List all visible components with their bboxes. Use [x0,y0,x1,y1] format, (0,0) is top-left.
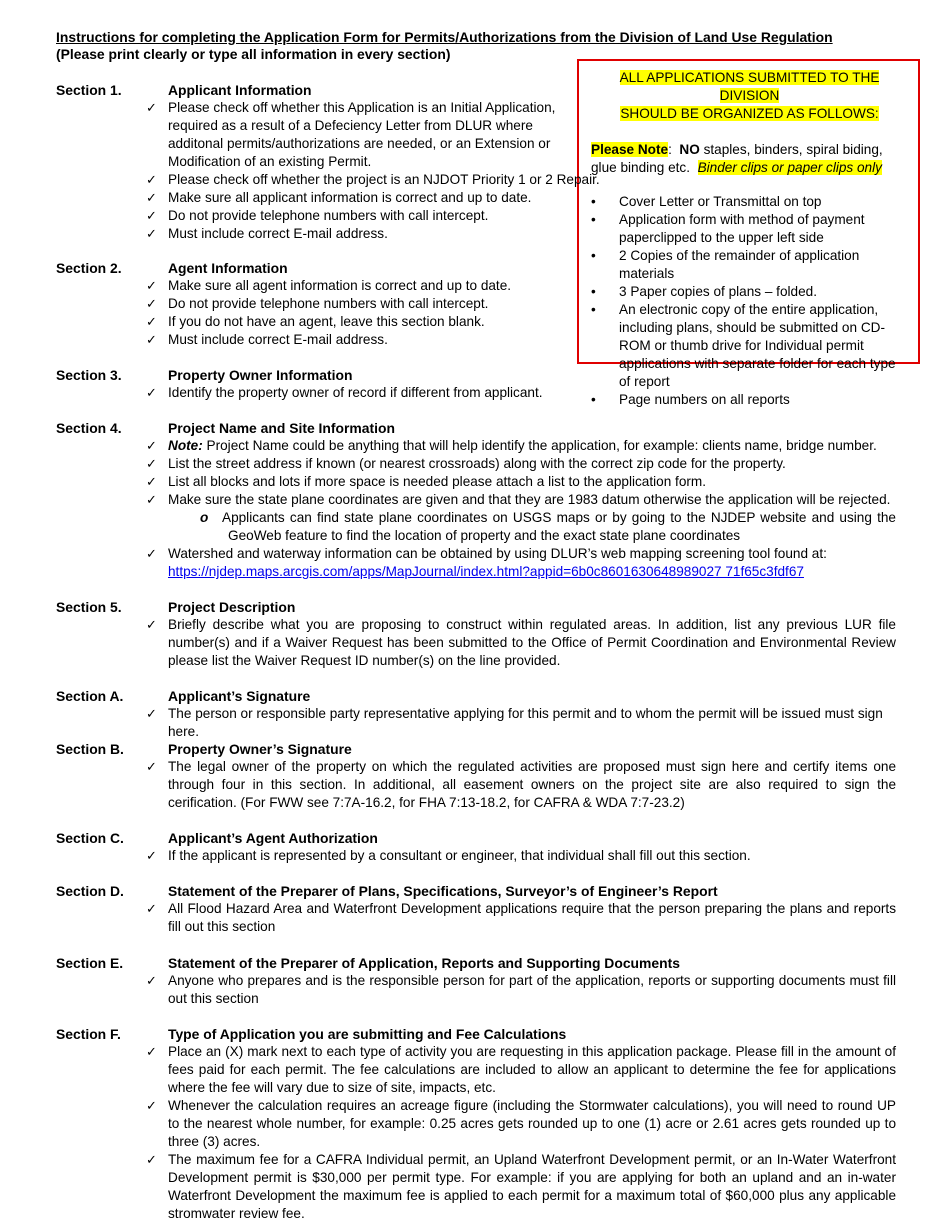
check-item: ✓ Make sure all applicant information is correct and up to date. [146,190,532,205]
check-item: ✓ Please check off whether this Application is an Initial Application, [146,100,556,115]
check-item: ✓ The person or responsible party representative applying for this permit and to whom the permit will be issued must sign here. [146,706,883,739]
check-item: ✓ Anyone who prepares and is the responsible person for part of the application, reports or supporting documents must fill out this section [146,973,896,1006]
box-heading-line-2: SHOULD BE ORGANIZED AS FOLLOWS: [620,106,879,121]
section-heading: Applicant Information [168,82,312,98]
check-icon: ✓ [146,1044,157,1059]
section-2 [56,259,576,349]
note-label: Please Note [591,142,669,157]
section-heading: Property Owner’s Signature [168,741,352,757]
check-icon: ✓ [146,759,157,774]
check-item: ✓ Briefly describe what you are proposing to construct within regulated areas. In addition, list any previous LUR file number(s) and if a Waiver Request has been submitted to the Office of Permit Coordination and Environmental Review please list the Waiver Request ID number(s) on the line provided. [146,617,896,668]
check-icon: ✓ [146,848,157,863]
document-title [56,29,833,63]
check-icon: ✓ [146,278,157,293]
box-heading [591,69,908,123]
check-icon: ✓ [146,190,157,205]
check-item: ✓ Whenever the calculation requires an acreage figure (including the Stormwater calculations), you will need to round UP to the nearest whole number, for example: 0.25 acres gets rounded up to one (1) acre or 2.61 acres gets rounded up to three (3) acres. [146,1098,896,1149]
check-item: ✓ Please check off whether the project is an NJDOT Priority 1 or 2 Repair. [146,172,600,187]
title-line-1: Instructions for completing the Application Form for Permits/Authorizations from the Division of Land Use Regulation [56,29,833,45]
check-icon: ✓ [146,1098,157,1113]
organization-box [577,59,920,407]
check-icon: ✓ [146,226,157,241]
box-list-item: • Cover Letter or Transmittal on top [591,193,908,211]
box-list-item: • An electronic copy of the entire application, including plans, should be submitted on CD-ROM or thumb drive for Individual permit applications with separate folder for each type of report [591,301,908,391]
section-label: Section 5. [56,599,122,615]
section-1 [56,81,600,243]
note-text: staples, binders, spiral biding, glue binding etc. [591,142,883,175]
section-a [56,687,896,741]
check-item: ✓ List all blocks and lots if more space is needed please attach a list to the application form. [146,474,707,489]
section-4 [56,419,896,581]
section-label: Section 3. [56,367,122,383]
check-icon: ✓ [146,706,157,721]
check-item: ✓ Watershed and waterway information can be obtained by using DLUR’s web mapping screening tool found at: https://njdep.maps.arcgis.com/apps/MapJournal/index.html?appid=6b0c8601630648989027 71f65c3fdf67 [146,546,827,579]
section-3 [56,366,896,402]
check-icon: ✓ [146,438,157,453]
check-item: ✓ Make sure all agent information is correct and up to date. [146,278,512,293]
check-icon: ✓ [146,208,157,223]
check-icon: ✓ [146,546,157,561]
geoweb-link[interactable]: https://njdep.maps.arcgis.com/apps/MapJournal/index.html?appid=6b0c8601630648989027 71f65c3fdf67 [168,564,804,579]
check-icon: ✓ [146,385,157,400]
box-list-item: • 3 Paper copies of plans – folded. [591,283,908,301]
section-label: Section E. [56,955,124,971]
check-icon: ✓ [146,314,157,329]
check-item: ✓ The maximum fee for a CAFRA Individual permit, an Upland Waterfront Development permit, or an In-Water Waterfront Development permit is $30,000 per permit type. For example: if you are applying for both an upland and an in-water Waterfront Development the maximum fee is applied to each permit for a maximum total of $60,000 plus any applicable stromwater review fee. [146,1152,896,1221]
section-d [56,882,896,936]
check-item-cont: Modification of an existing Permit. [168,154,372,169]
box-heading-line-1: ALL APPLICATIONS SUBMITTED TO THE DIVISION [619,70,880,103]
section-label: Section A. [56,688,124,704]
section-label: Section D. [56,883,124,899]
note-no: NO [679,142,700,157]
section-c [56,829,896,865]
section-heading: Agent Information [168,260,288,276]
section-label: Section 2. [56,260,122,276]
check-item: ✓ Note: Project Name could be anything that will help identify the application, for example: clients name, bridge number. [146,438,877,453]
check-icon: ✓ [146,1152,157,1167]
section-heading: Statement of the Preparer of Plans, Specifications, Surveyor’s of Engineer’s Report [168,883,718,899]
check-item: ✓ If you do not have an agent, leave this section blank. [146,314,485,329]
check-item: ✓ Must include correct E-mail address. [146,226,388,241]
check-icon: ✓ [146,617,157,632]
note-clips: Binder clips or paper clips only [697,160,882,175]
section-heading: Applicant’s Signature [168,688,311,704]
section-label: Section B. [56,741,124,757]
section-heading: Property Owner Information [168,367,353,383]
check-item: ✓ Identify the property owner of record if different from applicant. [146,385,543,400]
section-label: Section 1. [56,82,122,98]
check-icon: ✓ [146,332,157,347]
check-icon: ✓ [146,901,157,916]
note-colon: : [668,142,672,157]
box-list-item: • Application form with method of payment paperclipped to the upper left side [591,211,908,247]
note-label: Note: [168,438,203,453]
check-icon: ✓ [146,973,157,988]
check-item-cont: additonal permits/authorizations are needed, or an Extension or [168,136,551,151]
check-icon: ✓ [146,456,157,471]
section-5 [56,598,896,670]
check-icon: ✓ [146,100,157,115]
check-item: ✓ All Flood Hazard Area and Waterfront Development applications require that the person preparing the plans and reports fill out this section [146,901,896,934]
section-heading: Type of Application you are submitting and Fee Calculations [168,1026,567,1042]
check-item: ✓ The legal owner of the property on which the regulated activities are proposed must sign here and certify items one through four in this section. In additional, all easement owners on the project site are also required to sign the cerification. (For FWW see 7:7A-16.2, for FHA 7:13-18.2, for CAFRA & WDA 7:7-23.2) [146,759,896,810]
section-f [56,1025,896,1223]
section-e [56,954,896,1008]
section-label: Section 4. [56,420,122,436]
check-icon: ✓ [146,474,157,489]
section-heading: Project Name and Site Information [168,420,395,436]
title-line-2: (Please print clearly or type all information in every section) [56,46,451,62]
check-icon: ✓ [146,172,157,187]
section-label: Section C. [56,830,124,846]
box-list-item: • Page numbers on all reports [591,391,908,409]
section-heading: Statement of the Preparer of Application, Reports and Supporting Documents [168,955,680,971]
check-item: ✓ Do not provide telephone numbers with call intercept. [146,208,489,223]
section-label: Section F. [56,1026,121,1042]
check-item: ✓ List the street address if known (or nearest crossroads) along with the correct zip code for the property. [146,456,786,471]
check-item-cont: required as a result of a Defeciency Letter from DLUR where [168,118,533,133]
check-icon: ✓ [146,492,157,507]
check-item: ✓ Make sure the state plane coordinates are given and that they are 1983 datum otherwise the application will be rejected. [146,492,891,507]
sub-bullet-icon: o [200,510,209,525]
sub-item: o Applicants can find state plane coordinates on USGS maps or by going to the NJDEP website and using the GeoWeb feature to find the location of property and the exact state plane coordinates [200,510,896,543]
check-item: ✓ If the applicant is represented by a consultant or engineer, that individual shall fill out this section. [146,848,751,863]
section-heading: Project Description [168,599,296,615]
box-note [591,141,908,177]
check-item: ✓ Must include correct E-mail address. [146,332,388,347]
section-b [56,740,896,812]
check-icon: ✓ [146,296,157,311]
check-item: ✓ Do not provide telephone numbers with call intercept. [146,296,489,311]
check-item: ✓ Place an (X) mark next to each type of activity you are requesting in this application package. Please fill in the amount of fees paid for each permit. The fee calculations are included to allow an applicant to determine the fee for applications where the fee will vary due to size of site, impacts, etc. [146,1044,896,1095]
section-heading: Applicant’s Agent Authorization [168,830,378,846]
box-list-item: • 2 Copies of the remainder of application materials [591,247,908,283]
